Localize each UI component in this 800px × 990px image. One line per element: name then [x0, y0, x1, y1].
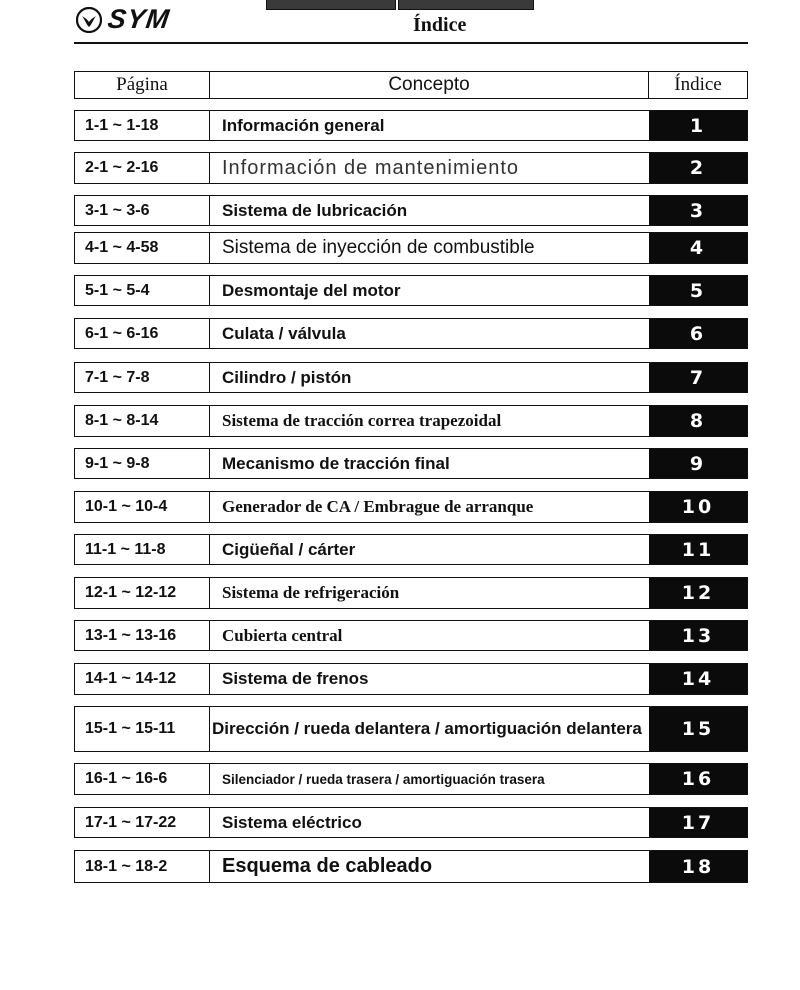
section-index-tab[interactable]: 3 [649, 196, 747, 225]
section-title[interactable]: Sistema de inyección de combustible [222, 237, 535, 258]
table-row[interactable] [74, 663, 748, 695]
section-index-tab[interactable]: 13 [649, 621, 747, 650]
page-range: 4-1 ~ 4-58 [75, 233, 210, 263]
header-tab-right [398, 0, 534, 10]
table-row[interactable] [74, 807, 748, 838]
column-header-index: Índice [648, 72, 747, 98]
section-index-tab[interactable]: 10 [649, 492, 747, 522]
section-title[interactable]: Sistema eléctrico [222, 812, 362, 832]
section-title[interactable]: Sistema de frenos [222, 669, 369, 688]
table-row[interactable] [74, 534, 748, 565]
section-index-tab[interactable]: 1 [649, 111, 747, 140]
table-row[interactable] [74, 448, 748, 479]
page-header [0, 0, 800, 48]
section-index-tab[interactable]: 14 [649, 664, 747, 694]
section-index-tab[interactable]: 11 [649, 535, 747, 564]
section-index-tab[interactable]: 6 [649, 319, 747, 348]
column-header-concept: Concepto [388, 74, 470, 95]
section-title[interactable]: Culata / válvula [222, 323, 346, 343]
section-index-tab[interactable]: 9 [649, 449, 747, 478]
section-title[interactable]: Generador de CA / Embrague de arranque [222, 497, 534, 516]
table-row[interactable] [74, 763, 748, 795]
section-index-tab[interactable]: 12 [649, 578, 747, 608]
section-index-tab[interactable]: 18 [649, 851, 747, 882]
column-header-page: Página [75, 72, 210, 98]
section-index-tab[interactable]: 5 [649, 276, 747, 305]
page-range: 12-1 ~ 12-12 [75, 578, 210, 608]
page-range: 10-1 ~ 10-4 [75, 492, 210, 522]
section-title[interactable]: Cigüeñal / cárter [222, 539, 356, 559]
page-range: 9-1 ~ 9-8 [75, 449, 210, 478]
section-index-tab[interactable]: 2 [649, 153, 747, 183]
section-index-tab[interactable]: 15 [649, 707, 747, 751]
page-range: 7-1 ~ 7-8 [75, 363, 210, 392]
header-tab-left [266, 0, 396, 10]
section-index-tab[interactable]: 7 [649, 363, 747, 392]
section-index-tab[interactable]: 16 [649, 764, 747, 794]
page-range: 8-1 ~ 8-14 [75, 406, 210, 436]
page-range: 18-1 ~ 18-2 [75, 851, 210, 882]
page-range: 3-1 ~ 3-6 [75, 196, 210, 225]
section-title[interactable]: Mecanismo de tracción final [222, 453, 450, 473]
page-range: 15-1 ~ 15-11 [75, 707, 210, 751]
table-row[interactable] [74, 152, 748, 184]
table-header-row [74, 71, 748, 99]
table-row[interactable] [74, 232, 748, 264]
table-row[interactable] [74, 110, 748, 141]
section-title[interactable]: Sistema de tracción correa trapezoidal [222, 411, 502, 430]
header-divider [74, 42, 748, 44]
section-title[interactable]: Esquema de cableado [222, 855, 433, 877]
section-title[interactable]: Sistema de lubricación [222, 200, 408, 220]
page-range: 11-1 ~ 11-8 [75, 535, 210, 564]
brand-logo [76, 4, 170, 35]
table-row[interactable] [74, 491, 748, 523]
table-row[interactable] [74, 706, 748, 752]
table-row[interactable] [74, 362, 748, 393]
table-row[interactable] [74, 318, 748, 349]
table-row[interactable] [74, 275, 748, 306]
page-range: 17-1 ~ 17-22 [75, 808, 210, 837]
table-row[interactable] [74, 577, 748, 609]
page-range: 16-1 ~ 16-6 [75, 764, 210, 794]
table-row[interactable] [74, 405, 748, 437]
page-range: 6-1 ~ 6-16 [75, 319, 210, 348]
table-row[interactable] [74, 620, 748, 651]
page-range: 2-1 ~ 2-16 [75, 153, 210, 183]
page-range: 5-1 ~ 5-4 [75, 276, 210, 305]
sym-wing-logo-icon [76, 7, 102, 33]
section-title[interactable]: Cubierta central [222, 625, 343, 645]
section-title[interactable]: Silenciador / rueda trasera / amortiguación trasera [222, 771, 545, 787]
section-title[interactable]: Desmontaje del motor [222, 280, 401, 300]
table-row[interactable] [74, 850, 748, 883]
page-range: 1-1 ~ 1-18 [75, 111, 210, 140]
brand-name: SYM [105, 4, 172, 34]
section-title[interactable]: Información general [222, 115, 385, 135]
section-title[interactable]: Cilindro / pistón [222, 367, 352, 387]
page-title: Índice [413, 14, 467, 36]
table-row[interactable] [74, 195, 748, 226]
section-index-tab[interactable]: 8 [649, 406, 747, 436]
section-index-tab[interactable]: 4 [649, 233, 747, 263]
page-range: 13-1 ~ 13-16 [75, 621, 210, 650]
section-title[interactable]: Información de mantenimiento [222, 156, 520, 179]
page-range: 14-1 ~ 14-12 [75, 664, 210, 694]
section-title[interactable]: Dirección / rueda delantera / amortiguación delantera [212, 719, 642, 738]
section-index-tab[interactable]: 17 [649, 808, 747, 837]
section-title[interactable]: Sistema de refrigeración [222, 583, 400, 602]
